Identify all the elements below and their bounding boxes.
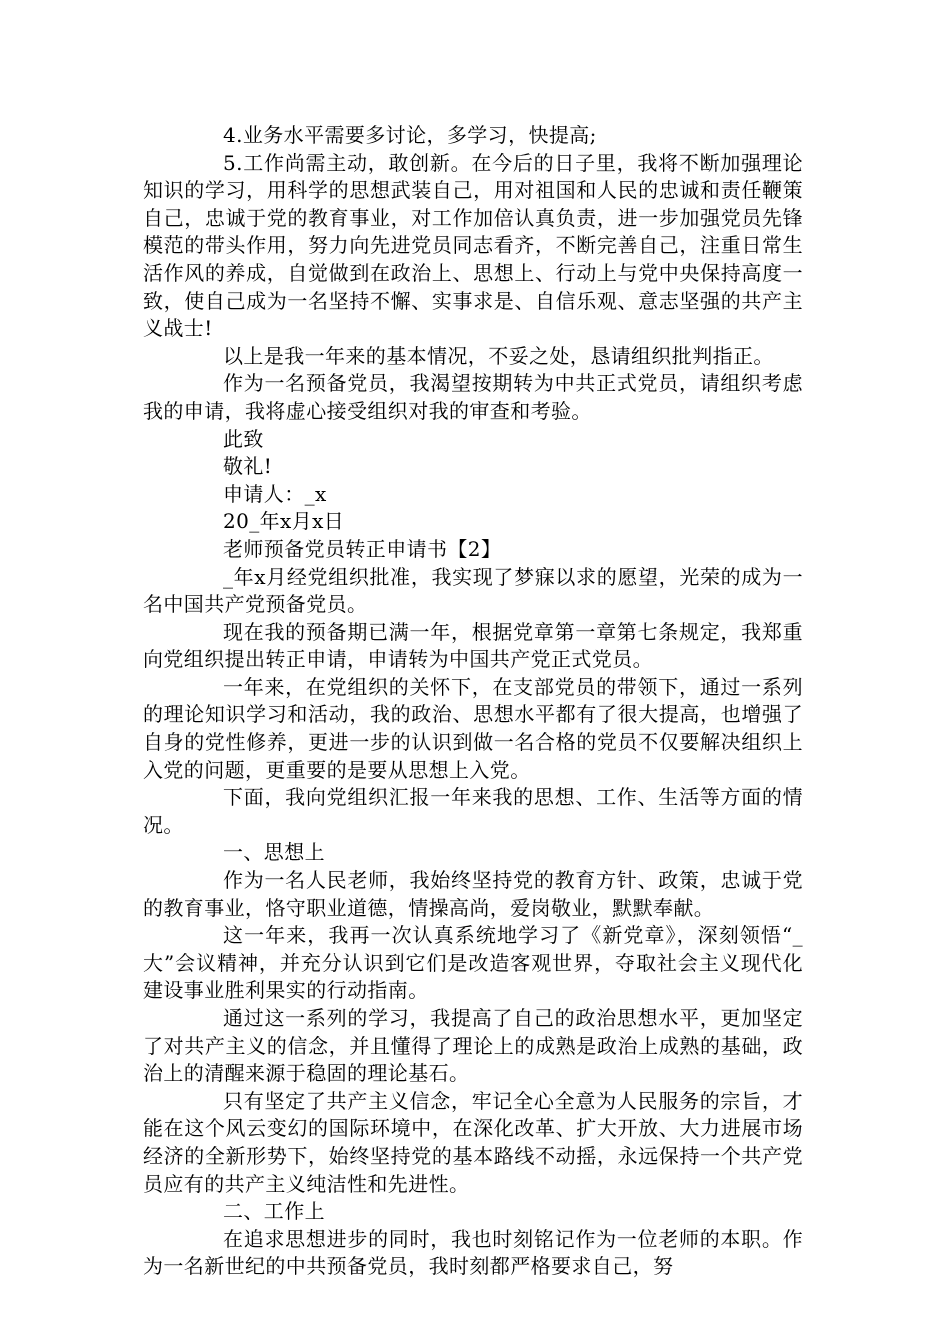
heading-work: 二、工作上 [223,1199,325,1224]
salutation-jingli: 敬礼! [223,454,273,479]
paragraph-be-proactive: 5.工作尚需主动，敢创新。在今后的日子里，我将不断加强理论知识的学习，用科学的思想武装自己，用对祖国和人民的忠诚和责任鞭策自己，忠诚于党的教育事业，对工作加倍认真负责，进一步加强党员先锋模范的带头作用，努力向先进党员同志看齐，不断完善自己，注重日常生活作风的养成，自觉做到在政治上、思想上、行动上与党中央保持高度一致，使自己成为一名坚持不懈、实事求是、自信乐观、意志坚强的共产主义战士! [143,150,803,341]
paragraph-request: 作为一名预备党员，我渴望按期转为中共正式党员，请组织考虑我的申请，我将虚心接受组织对我的审查和考验。 [143,371,803,423]
section-title-2: 老师预备党员转正申请书【2】 [223,536,502,561]
paragraph-report-intro: 下面，我向党组织汇报一年来我的思想、工作、生活等方面的情况。 [143,785,803,837]
document-body [143,122,803,1281]
paragraph-approval: _年x月经党组织批准，我实现了梦寐以求的愿望，光荣的成为一名中国共产党预备党员。 [143,564,803,617]
paragraph-summary: 以上是我一年来的基本情况，不妥之处，恳请组织批判指正。 [223,343,774,368]
applicant-line: 申请人：_x [223,481,327,506]
paragraph-study-charter: 这一年来，我再一次认真系统地学习了《新党章》，深刻领悟“_大”会议精神，并充分认识到它们是改造客观世界，夺取社会主义现代化建设事业胜利果实的行动指南。 [143,923,803,1003]
paragraph-communist-belief: 只有坚定了共产主义信念，牢记全心全意为人民服务的宗旨，才能在这个风云变幻的国际环境中，在深化改革、扩大开放、大力进展市场经济的全新形势下，始终坚持党的基本路线不动摇，永远保持一个共产党员应有的共产主义纯洁性和先进性。 [143,1088,803,1196]
paragraph-teacher-role: 作为一名人民老师，我始终坚持党的教育方针、政策，忠诚于党的教育事业，恪守职业道德，情操高尚，爱岗敬业，默默奉献。 [143,868,803,920]
date-line: 20_年x月x日 [223,509,345,534]
paragraph-political-level: 通过这一系列的学习，我提高了自己的政治思想水平，更加坚定了对共产主义的信念，并且懂得了理论上的成熟是政治上成熟的基础，政治上的清醒来源于稳固的理论基石。 [143,1006,803,1086]
heading-thought: 一、思想上 [223,840,325,865]
paragraph-work-duty: 在追求思想进步的同时，我也时刻铭记作为一位老师的本职。作为一名新世纪的中共预备党员，我时刻都严格要求自己，努 [143,1226,803,1279]
paragraph-year-review: 一年来，在党组织的关怀下，在支部党员的带领下，通过一系列的理论知识学习和活动，我的政治、思想水平都有了很大提高，也增强了自身的党性修养，更进一步的认识到做一名合格的党员不仅要解决组织上入党的问题，更重要的是要从思想上入党。 [143,674,803,782]
paragraph-probation-ended: 现在我的预备期已满一年，根据党章第一章第七条规定，我郑重向党组织提出转正申请，申请转为中国共产党正式党员。 [143,619,803,672]
salutation-cizhi: 此致 [223,426,264,451]
paragraph-improve-skills: 4.业务水平需要多讨论，多学习，快提高; [223,123,597,147]
